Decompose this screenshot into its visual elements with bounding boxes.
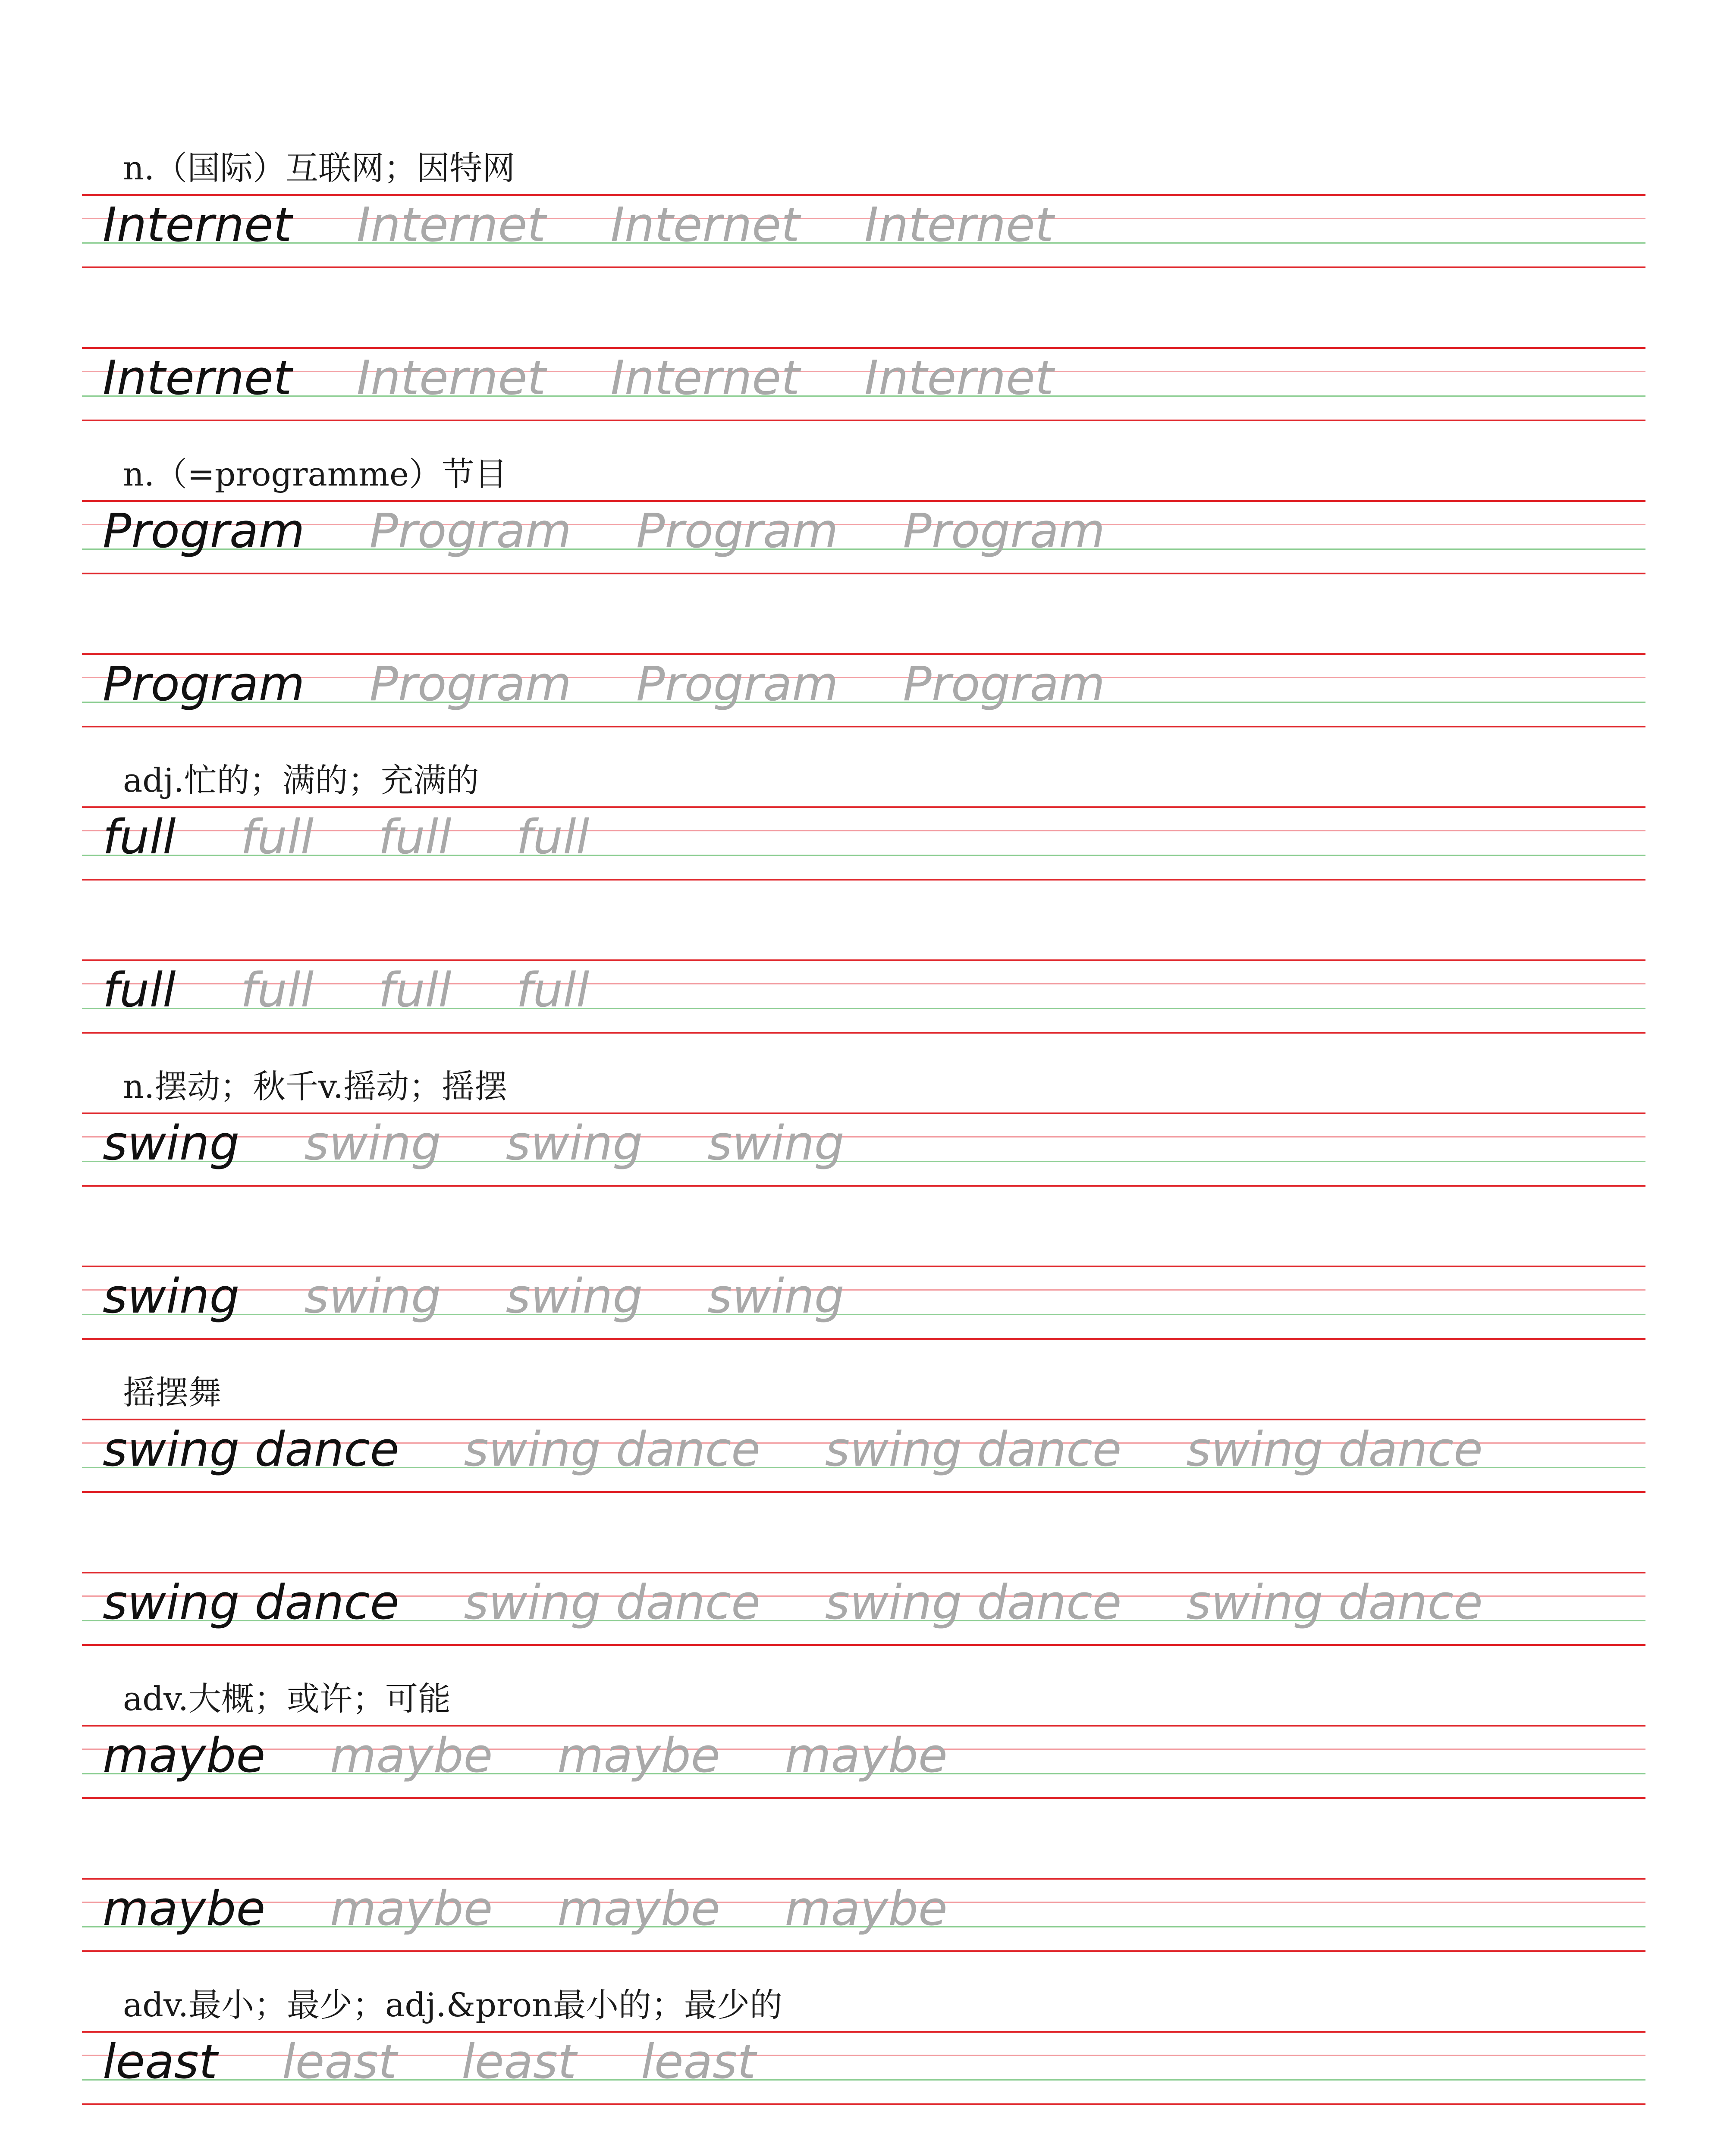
trace-word[interactable]: swing [506,1116,643,1171]
trace-word[interactable]: maybe [557,1728,720,1783]
trace-word[interactable]: Program [903,656,1105,711]
trace-word[interactable]: swing dance [464,1422,760,1477]
bottom-guide-line [82,1950,1645,1952]
trace-word[interactable]: Internet [610,350,800,405]
practice-row-second [82,347,1645,421]
model-word: swing dance [103,1575,399,1630]
trace-word[interactable]: swing dance [825,1422,1122,1477]
top-guide-line [82,1419,1645,1420]
word-meaning: adj.忙的；满的；充满的 [123,761,479,799]
top-guide-line [82,1266,1645,1267]
trace-word[interactable]: full [240,809,314,865]
top-guide-line [82,1878,1645,1880]
trace-word[interactable]: maybe [330,1881,493,1936]
top-guide-line [82,2031,1645,2033]
bottom-guide-line [82,1797,1645,1799]
word-meaning: n.摆动；秋千v.摇动；摇摆 [123,1067,508,1106]
bottom-guide-line [82,1338,1645,1340]
word-entry [0,763,1727,1069]
trace-word[interactable]: full [378,962,452,1018]
word-line [103,351,1118,403]
word-line [103,1270,909,1322]
bottom-guide-line [82,726,1645,727]
model-word: swing dance [103,1422,399,1477]
word-entry [0,1069,1727,1376]
word-meaning: n.（国际）互联网；因特网 [123,149,515,187]
word-line [103,505,1170,556]
word-meaning: 摇摆舞 [123,1373,221,1412]
trace-word[interactable]: Program [369,503,571,558]
model-word: maybe [103,1728,266,1783]
practice-row-first [82,1725,1645,1799]
model-word: Internet [103,197,292,252]
top-guide-line [82,347,1645,349]
word-entry [0,1682,1727,1988]
trace-word[interactable]: Program [369,656,571,711]
word-line [103,1576,1548,1628]
trace-word[interactable]: Internet [610,197,800,252]
word-line [103,658,1170,709]
bottom-guide-line [82,420,1645,421]
practice-row-first [82,500,1645,574]
trace-word[interactable]: swing [304,1116,441,1171]
trace-word[interactable]: swing dance [825,1575,1122,1630]
top-guide-line [82,806,1645,808]
trace-word[interactable]: full [516,809,590,865]
word-entry [0,1988,1727,2156]
practice-row-second [82,653,1645,727]
trace-word[interactable]: swing [506,1269,643,1324]
word-entry [0,1373,1727,1682]
practice-row-second [82,1266,1645,1340]
model-word: full [103,809,176,865]
trace-word[interactable]: maybe [557,1881,720,1936]
top-guide-line [82,194,1645,196]
practice-row-second [82,959,1645,1034]
model-word: swing [103,1269,240,1324]
word-entry [0,457,1727,763]
bottom-guide-line [82,1491,1645,1493]
bottom-guide-line [82,2103,1645,2105]
practice-row-first [82,194,1645,268]
word-entry [0,151,1727,457]
bottom-guide-line [82,573,1645,574]
trace-word[interactable]: swing dance [1186,1575,1483,1630]
trace-word[interactable]: Internet [864,350,1054,405]
word-line [103,1882,1012,1934]
trace-word[interactable]: Internet [356,197,546,252]
practice-row-first [82,1112,1645,1187]
bottom-guide-line [82,1185,1645,1187]
trace-word[interactable]: full [378,809,452,865]
trace-word[interactable]: maybe [785,1881,948,1936]
bottom-guide-line [82,1032,1645,1034]
model-word: Program [103,656,305,711]
trace-word[interactable]: least [641,2034,756,2089]
trace-word[interactable]: least [462,2034,577,2089]
word-line [103,1423,1548,1475]
word-meaning: adv.最小；最少；adj.&pron最小的；最少的 [123,1986,783,2024]
bottom-guide-line [82,1644,1645,1646]
top-guide-line [82,500,1645,502]
model-word: full [103,962,176,1018]
word-line [103,809,654,865]
word-line [103,1729,1012,1781]
model-word: least [103,2034,218,2089]
word-line [103,2035,820,2087]
trace-word[interactable]: maybe [330,1728,493,1783]
top-guide-line [82,1572,1645,1573]
trace-word[interactable]: maybe [785,1728,948,1783]
practice-row-first [82,2031,1645,2105]
trace-word[interactable]: Internet [356,350,546,405]
trace-word[interactable]: full [240,962,314,1018]
bottom-guide-line [82,879,1645,881]
top-guide-line [82,653,1645,655]
top-guide-line [82,1725,1645,1727]
practice-row-first [82,1419,1645,1493]
model-word: maybe [103,1881,266,1936]
model-word: Program [103,503,305,558]
word-line [103,198,1118,250]
trace-word[interactable]: swing [304,1269,441,1324]
trace-word[interactable]: Program [903,503,1105,558]
word-meaning: adv.大概；或许；可能 [123,1680,451,1718]
trace-word[interactable]: swing dance [1186,1422,1483,1477]
trace-word[interactable]: Program [636,656,838,711]
practice-row-first [82,806,1645,881]
trace-word[interactable]: swing [707,1269,845,1324]
model-word: Internet [103,350,292,405]
trace-word[interactable]: swing [707,1116,845,1171]
practice-row-second [82,1572,1645,1646]
word-line [103,962,654,1018]
practice-row-second [82,1878,1645,1952]
model-word: swing [103,1116,240,1171]
top-guide-line [82,959,1645,961]
bottom-guide-line [82,266,1645,268]
trace-word[interactable]: Internet [864,197,1054,252]
word-meaning: n.（=programme）节目 [123,455,507,493]
word-line [103,1117,909,1169]
top-guide-line [82,1112,1645,1114]
trace-word[interactable]: swing dance [464,1575,760,1630]
trace-word[interactable]: least [282,2034,397,2089]
trace-word[interactable]: Program [636,503,838,558]
trace-word[interactable]: full [516,962,590,1018]
